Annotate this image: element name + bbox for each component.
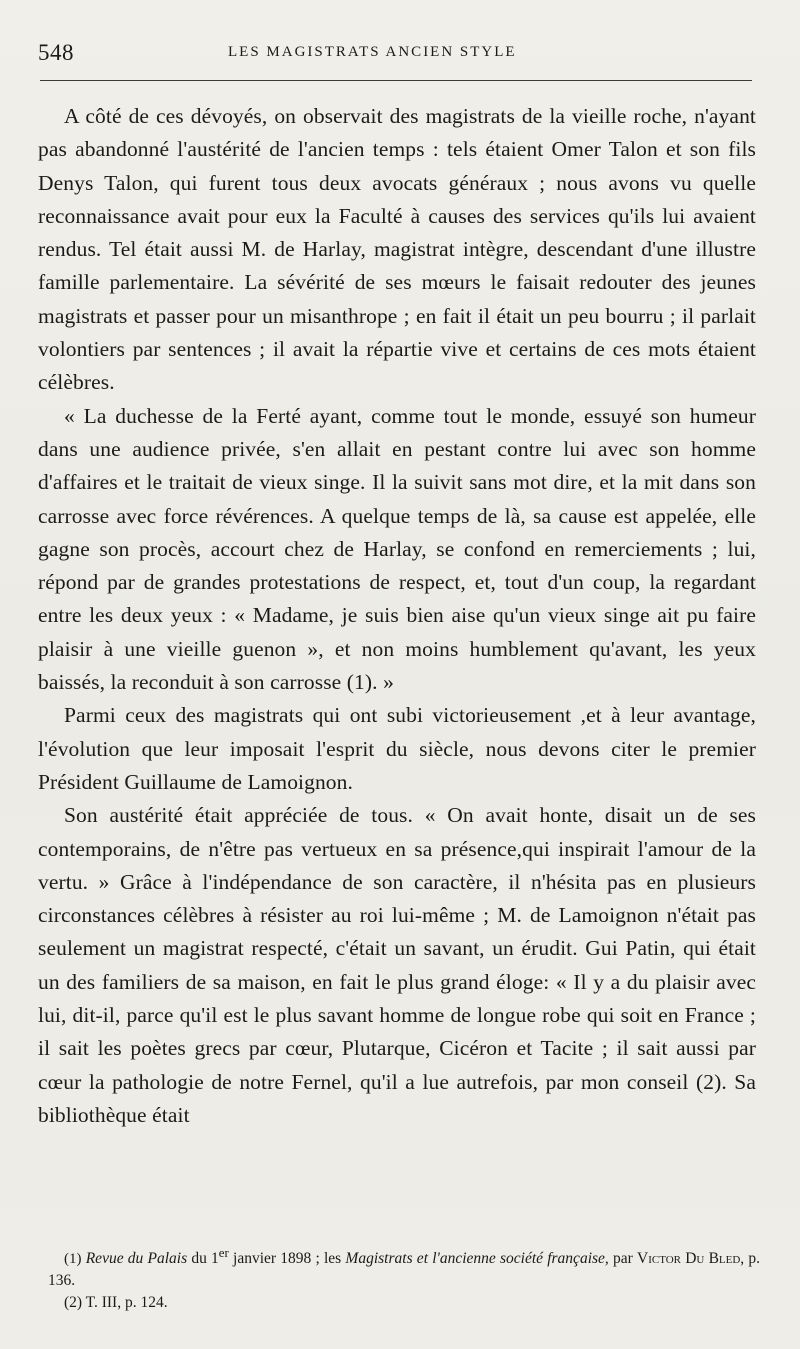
footnotes (48, 1242, 760, 1314)
footnote-page: , p. 136. (48, 1250, 761, 1290)
footnote-work: Magistrats et l'ancienne société française, (345, 1250, 609, 1268)
paragraph: « La duchesse de la Ferté ayant, comme tout le monde, essuyé son humeur dans une audience privée, s'en allait en pestant contre lui avec son homme d'affaires et le traitait de vieux singe. Il la suivit sans mot dire, et la mit dans son carrosse avec force révérences. A quelque temps de là, sa cause est appelée, elle gagne son procès, accourt chez de Harlay, se confond en remerciements ; lui, répond par de grandes protestations de respect, et, tout d'un coup, la regardant entre les deux yeux : « Madame, je suis bien aise qu'un vieux singe ait pu faire plaisir à une vieille guenon », et non moins humblement qu'avant, les yeux baissés, la reconduit à son carrosse (1). » (38, 403, 756, 695)
body-text (38, 100, 756, 1132)
paragraph: Parmi ceux des magistrats qui ont subi victorieusement ,et à leur avantage, l'évolution que leur imposait l'esprit du siècle, nous devons citer le premier Président Guillaume de Lamoignon. (38, 703, 756, 794)
footnote-mark: (1) (64, 1251, 82, 1268)
footnote-date-rest: janvier 1898 ; les (228, 1250, 346, 1268)
footnote-author: Victor Du Bled (637, 1250, 741, 1268)
footnote-2: (2) T. III, p. 124. (64, 1294, 168, 1312)
paragraph: Son austérité était appréciée de tous. « On avait honte, disait un de ses contemporains, de n'être pas vertueux en sa présence,qui inspirait l'amour de la vertu. » Grâce à l'indépendance de son caractère, il n'hésita pas en plusieurs circonstances célèbres à résister au roi lui-même ; M. de Lamoignon n'était pas seulement un magistrat respecté, c'était un savant, un érudit. Gui Patin, qui était un des familiers de sa maison, en fait le plus grand éloge: « Il y a du plaisir avec lui, dit-il, parce qu'il est le plus savant homme de longue robe qui soit en France ; il sait les poètes grecs par cœur, Plutarque, Cicéron et Tacite ; il sait aussi par cœur la pathologie de notre Fernel, qu'il a lue autrefois, par mon conseil (2). Sa bibliothèque était (38, 803, 756, 1127)
running-head: LES MAGISTRATS ANCIEN STYLE (228, 44, 517, 60)
header-rule (40, 80, 752, 81)
footnote-date-sup: er (218, 1245, 229, 1260)
paragraph: A côté de ces dévoyés, on observait des magistrats de la vieille roche, n'ayant pas abandonné l'austérité de l'ancien temps : tels étaient Omer Talon et son fils Denys Talon, qui furent tous deux avocats généraux ; nous avons vu quelle reconnaissance avait pour eux la Faculté à causes des services qu'ils lui avaient rendus. Tel était aussi M. de Harlay, magistrat intègre, descendant d'une illustre famille parlementaire. La sévérité de ses mœurs le faisait redouter des jeunes magistrats et passer pour un misanthrope ; en fait il était un peu bourru ; il parlait volontiers par sentences ; il avait la répartie vive et certains de ces mots étaient célèbres. (38, 104, 756, 395)
footnote-date: du 1 (187, 1250, 219, 1268)
footnote-journal: Revue du Palais (85, 1250, 188, 1268)
page-number: 548 (38, 40, 74, 65)
footnote-1 (48, 1242, 760, 1292)
page-header (38, 40, 758, 70)
footnote-by: par (608, 1250, 638, 1268)
